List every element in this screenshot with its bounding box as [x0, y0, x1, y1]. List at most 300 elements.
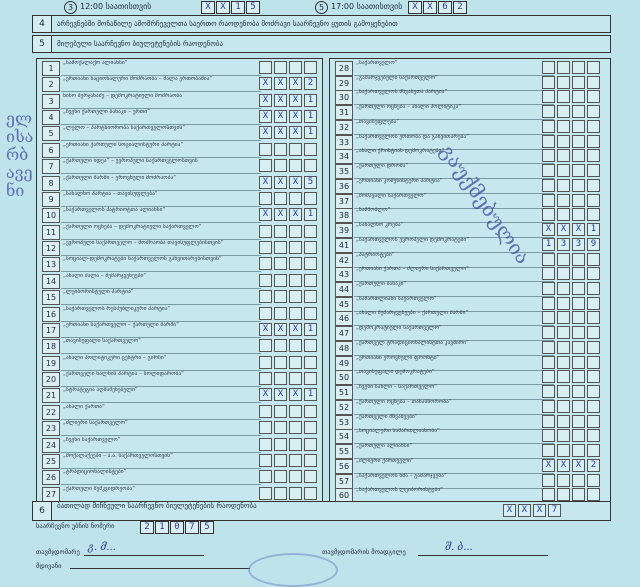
mark-box[interactable] — [572, 415, 585, 428]
mark-box[interactable] — [542, 385, 555, 398]
mark-box[interactable] — [542, 297, 555, 310]
mark-box[interactable] — [259, 257, 272, 270]
mark-box[interactable] — [557, 311, 570, 324]
mark-box[interactable] — [557, 415, 570, 428]
mark-box[interactable]: 1 — [587, 223, 600, 236]
section-text: არჩევნებში მონაწილე ამომრჩეველთა საერთო რაოდენობა მოძრავი საარჩევნო ყუთის გამოყენებით — [57, 20, 398, 28]
mark-box[interactable]: X — [557, 459, 570, 472]
digit-box[interactable]: 5 — [246, 1, 260, 14]
mark-box[interactable] — [259, 454, 272, 467]
mark-box[interactable] — [572, 282, 585, 295]
mark-box[interactable]: X — [259, 176, 272, 189]
mark-box[interactable] — [587, 120, 600, 133]
party-number: 27 — [42, 487, 60, 502]
mark-box[interactable] — [572, 194, 585, 207]
mark-box[interactable]: X — [557, 223, 570, 236]
precinct-code-label: საარჩევნო უბნის ნომერი — [36, 522, 115, 530]
mark-box[interactable] — [557, 282, 570, 295]
party-row — [330, 325, 610, 341]
party-row — [37, 175, 322, 191]
mark-box[interactable] — [587, 385, 600, 398]
mark-box[interactable]: X — [503, 504, 516, 517]
mark-box[interactable] — [259, 487, 272, 500]
mark-box[interactable]: X — [259, 77, 272, 90]
mark-box[interactable]: X — [274, 388, 287, 401]
mark-box[interactable] — [587, 179, 600, 192]
mark-box[interactable] — [572, 105, 585, 118]
digit-box[interactable]: X — [201, 1, 215, 14]
mark-box[interactable] — [557, 208, 570, 221]
mark-box[interactable] — [304, 159, 317, 172]
mark-box[interactable] — [542, 400, 555, 413]
mark-box[interactable] — [274, 257, 287, 270]
mark-box[interactable] — [557, 105, 570, 118]
mark-box[interactable] — [274, 438, 287, 451]
party-number: 9 — [42, 192, 60, 207]
mark-box[interactable] — [304, 192, 317, 205]
mark-box[interactable] — [572, 164, 585, 177]
mark-box[interactable]: X — [289, 323, 302, 336]
party-row — [37, 453, 322, 469]
mark-box[interactable] — [274, 61, 287, 74]
code-digit[interactable]: 0 — [170, 521, 184, 534]
mark-box[interactable] — [542, 164, 555, 177]
mark-box[interactable] — [587, 164, 600, 177]
party-number: 42 — [335, 253, 353, 268]
mark-box[interactable] — [587, 474, 600, 487]
mark-box[interactable]: 2 — [587, 459, 600, 472]
mark-box[interactable] — [572, 385, 585, 398]
party-number: 50 — [335, 370, 353, 385]
party-name: „ერთიანი ქართა – ძლიერი საქართველო“ — [356, 266, 470, 273]
mark-box[interactable] — [587, 488, 600, 501]
mark-box[interactable] — [587, 400, 600, 413]
mark-box[interactable]: 1 — [542, 238, 555, 251]
mark-box[interactable] — [274, 372, 287, 385]
mark-box[interactable]: 3 — [572, 238, 585, 251]
party-row — [330, 414, 610, 430]
party-number: 36 — [335, 179, 353, 194]
party-number: 15 — [42, 290, 60, 305]
mark-box[interactable] — [289, 241, 302, 254]
party-number: 3 — [42, 94, 60, 109]
mark-box[interactable] — [542, 267, 555, 280]
party-number: 32 — [335, 120, 353, 135]
mark-box[interactable] — [304, 225, 317, 238]
mark-box[interactable]: X — [542, 223, 555, 236]
mark-box[interactable] — [274, 274, 287, 287]
mark-box[interactable] — [304, 470, 317, 483]
mark-box[interactable] — [274, 454, 287, 467]
mark-box[interactable] — [572, 208, 585, 221]
mark-box[interactable]: X — [572, 459, 585, 472]
party-number: 30 — [335, 90, 353, 105]
mark-box[interactable] — [304, 405, 317, 418]
mark-box[interactable] — [289, 487, 302, 500]
mark-box[interactable] — [289, 225, 302, 238]
mark-box[interactable] — [542, 208, 555, 221]
mark-box[interactable] — [304, 421, 317, 434]
mark-box[interactable]: X — [274, 110, 287, 123]
mark-box[interactable] — [274, 192, 287, 205]
party-name: „სოციალ-დემოკრატები საქართველოს განვითარებისთვის“ — [63, 256, 222, 263]
mark-box[interactable]: 1 — [304, 388, 317, 401]
mark-box[interactable] — [542, 105, 555, 118]
mark-box[interactable] — [572, 253, 585, 266]
party-row — [330, 119, 610, 135]
mark-box[interactable] — [572, 297, 585, 310]
party-number: 37 — [335, 194, 353, 209]
mark-box[interactable] — [572, 429, 585, 442]
mark-box[interactable] — [572, 341, 585, 354]
mark-box[interactable]: 1 — [304, 110, 317, 123]
mark-box[interactable] — [259, 61, 272, 74]
mark-box[interactable] — [259, 372, 272, 385]
mark-box[interactable] — [542, 194, 555, 207]
mark-box[interactable] — [572, 267, 585, 280]
mark-box[interactable] — [274, 225, 287, 238]
section-6-row — [32, 501, 611, 521]
digit-box[interactable]: 6 — [438, 1, 452, 14]
mark-box[interactable] — [572, 474, 585, 487]
party-row — [330, 369, 610, 385]
mark-box[interactable] — [587, 61, 600, 74]
party-number: 60 — [335, 488, 353, 503]
mark-box[interactable] — [542, 135, 555, 148]
mark-box[interactable] — [274, 159, 287, 172]
mark-box[interactable] — [304, 61, 317, 74]
mark-box[interactable] — [542, 488, 555, 501]
party-row — [37, 469, 322, 485]
mark-box[interactable] — [289, 192, 302, 205]
party-row — [330, 310, 610, 326]
mark-box[interactable] — [289, 257, 302, 270]
mark-box[interactable]: X — [289, 176, 302, 189]
mark-box[interactable]: X — [518, 504, 531, 517]
mark-box[interactable] — [587, 267, 600, 280]
digit-box[interactable]: X — [408, 1, 422, 14]
mark-box[interactable] — [304, 241, 317, 254]
mark-box[interactable]: X — [289, 126, 302, 139]
mark-box[interactable] — [274, 356, 287, 369]
mark-box[interactable] — [557, 135, 570, 148]
mark-box[interactable]: X — [274, 208, 287, 221]
party-row — [330, 237, 610, 253]
mark-box[interactable] — [572, 179, 585, 192]
mark-box[interactable]: 3 — [557, 238, 570, 251]
mark-box[interactable] — [557, 76, 570, 89]
party-name: „საქართველოს ხმა – გამარჯვება“ — [356, 472, 447, 479]
mark-box[interactable] — [274, 143, 287, 156]
party-name: „სამშობლო“ — [356, 207, 391, 214]
mark-box[interactable] — [572, 488, 585, 501]
mark-box[interactable] — [542, 253, 555, 266]
mark-box[interactable] — [274, 421, 287, 434]
mark-box[interactable] — [542, 282, 555, 295]
mark-box[interactable]: X — [274, 126, 287, 139]
mark-box[interactable] — [259, 421, 272, 434]
mark-box[interactable] — [557, 164, 570, 177]
mark-box[interactable] — [304, 143, 317, 156]
mark-box[interactable] — [587, 341, 600, 354]
mark-box[interactable] — [259, 274, 272, 287]
party-name: „ქართული ბანაკი“ — [356, 281, 407, 287]
mark-box[interactable] — [557, 267, 570, 280]
mark-box[interactable] — [587, 253, 600, 266]
digit-box[interactable]: X — [423, 1, 437, 14]
party-row — [37, 240, 322, 256]
mark-box[interactable] — [289, 274, 302, 287]
mark-box[interactable] — [557, 400, 570, 413]
code-digit[interactable]: 2 — [140, 521, 154, 534]
mark-box[interactable] — [542, 311, 555, 324]
mark-box[interactable]: X — [274, 323, 287, 336]
party-number: 21 — [42, 388, 60, 403]
mark-box[interactable] — [274, 290, 287, 303]
mark-box[interactable] — [557, 326, 570, 339]
mark-box[interactable] — [259, 225, 272, 238]
mark-box[interactable]: X — [542, 459, 555, 472]
party-number: 13 — [42, 257, 60, 272]
mark-box[interactable] — [587, 90, 600, 103]
mark-box[interactable] — [542, 341, 555, 354]
mark-box[interactable]: X — [572, 223, 585, 236]
party-number: 38 — [335, 208, 353, 223]
mark-box[interactable] — [259, 307, 272, 320]
mark-box[interactable] — [304, 290, 317, 303]
mark-box[interactable] — [557, 370, 570, 383]
mark-box[interactable] — [557, 253, 570, 266]
party-number: 28 — [335, 61, 353, 76]
party-row — [37, 93, 322, 109]
mark-box[interactable] — [304, 487, 317, 500]
mark-box[interactable]: X — [533, 504, 546, 517]
mark-box[interactable] — [557, 444, 570, 457]
mark-box[interactable]: X — [259, 208, 272, 221]
mark-box[interactable] — [587, 370, 600, 383]
section-text: მიღებული საარჩევნო ბიულეტენების რაოდენობა — [57, 40, 224, 48]
mark-box[interactable]: X — [289, 94, 302, 107]
mark-box[interactable] — [587, 356, 600, 369]
code-digit[interactable]: 5 — [200, 521, 214, 534]
mark-box[interactable] — [587, 76, 600, 89]
mark-box[interactable]: X — [259, 388, 272, 401]
circled-number-left: 3 — [64, 1, 77, 14]
party-number: 33 — [335, 135, 353, 150]
time-label-right: 17:00 საათისთვის — [331, 2, 403, 11]
section-number: 4 — [32, 15, 52, 33]
mark-box[interactable] — [289, 454, 302, 467]
mark-box[interactable] — [259, 438, 272, 451]
mark-box[interactable] — [259, 192, 272, 205]
mark-box[interactable]: 2 — [304, 77, 317, 90]
party-row — [330, 75, 610, 91]
mark-box[interactable] — [572, 135, 585, 148]
mark-box[interactable] — [572, 90, 585, 103]
code-digit[interactable]: 7 — [185, 521, 199, 534]
mark-box[interactable] — [587, 415, 600, 428]
mark-box[interactable] — [542, 415, 555, 428]
code-digit[interactable]: 1 — [155, 521, 169, 534]
mark-box[interactable] — [557, 474, 570, 487]
mark-box[interactable] — [557, 149, 570, 162]
mark-box[interactable] — [587, 194, 600, 207]
party-name: „ქართველ ტრადიციონალისტთა კავშირი“ — [356, 339, 469, 346]
digit-box[interactable]: 2 — [453, 1, 467, 14]
mark-box[interactable]: 7 — [548, 504, 561, 517]
mark-box[interactable] — [289, 290, 302, 303]
party-number: 55 — [335, 444, 353, 459]
mark-box[interactable] — [587, 149, 600, 162]
mark-box[interactable] — [304, 339, 317, 352]
mark-box[interactable] — [289, 61, 302, 74]
mark-box[interactable] — [572, 326, 585, 339]
mark-box[interactable] — [259, 290, 272, 303]
party-name: „სამართლიანი საქართველო“ — [356, 295, 437, 302]
party-row — [37, 158, 322, 174]
mark-box[interactable] — [587, 282, 600, 295]
mark-box[interactable]: X — [289, 77, 302, 90]
mark-box[interactable] — [572, 400, 585, 413]
mark-box[interactable] — [259, 356, 272, 369]
mark-box[interactable] — [557, 341, 570, 354]
mark-box[interactable]: X — [259, 94, 272, 107]
mark-box[interactable]: 1 — [304, 94, 317, 107]
mark-box[interactable] — [259, 405, 272, 418]
mark-box[interactable] — [542, 326, 555, 339]
mark-box[interactable] — [259, 143, 272, 156]
mark-box[interactable] — [572, 120, 585, 133]
mark-box[interactable]: X — [259, 126, 272, 139]
mark-box[interactable] — [289, 405, 302, 418]
mark-box[interactable] — [304, 356, 317, 369]
mark-box[interactable] — [274, 241, 287, 254]
digit-box[interactable]: 1 — [231, 1, 245, 14]
mark-box[interactable]: 1 — [304, 323, 317, 336]
party-name: „ჩვენი სახლი – საქართველო“ — [356, 384, 437, 391]
mark-box[interactable] — [557, 179, 570, 192]
party-number: 52 — [335, 400, 353, 415]
mark-box[interactable] — [289, 159, 302, 172]
party-name: „საქართველოს რესპუბლიკური პარტია“ — [63, 305, 171, 312]
mark-box[interactable]: X — [274, 77, 287, 90]
deputy-signature-line[interactable] — [418, 545, 548, 556]
mark-box[interactable] — [542, 120, 555, 133]
mark-box[interactable] — [542, 76, 555, 89]
mark-box[interactable] — [587, 135, 600, 148]
mark-box[interactable] — [572, 444, 585, 457]
mark-box[interactable] — [274, 307, 287, 320]
mark-box[interactable] — [259, 159, 272, 172]
mark-box[interactable] — [557, 297, 570, 310]
mark-box[interactable] — [289, 339, 302, 352]
mark-box[interactable] — [587, 105, 600, 118]
party-name: „ძლიერი საქართველო“ — [63, 420, 128, 427]
mark-box[interactable] — [304, 454, 317, 467]
mark-box[interactable] — [274, 339, 287, 352]
mark-box[interactable] — [587, 326, 600, 339]
mark-box[interactable] — [542, 61, 555, 74]
mark-box[interactable] — [542, 179, 555, 192]
party-number: 11 — [42, 225, 60, 240]
mark-box[interactable] — [557, 90, 570, 103]
mark-box[interactable] — [572, 370, 585, 383]
mark-box[interactable] — [304, 274, 317, 287]
mark-box[interactable] — [259, 470, 272, 483]
digit-box[interactable]: X — [216, 1, 230, 14]
secretary-signature-line[interactable] — [70, 558, 250, 569]
mark-box[interactable]: X — [289, 388, 302, 401]
mark-box[interactable] — [557, 194, 570, 207]
mark-box[interactable]: 1 — [304, 208, 317, 221]
mark-box[interactable] — [304, 438, 317, 451]
mark-box[interactable]: 5 — [304, 176, 317, 189]
mark-box[interactable] — [587, 311, 600, 324]
mark-box[interactable]: X — [259, 110, 272, 123]
mark-box[interactable] — [572, 149, 585, 162]
mark-box[interactable] — [289, 372, 302, 385]
mark-box[interactable] — [572, 61, 585, 74]
mark-box[interactable] — [557, 356, 570, 369]
mark-box[interactable] — [587, 444, 600, 457]
party-name: „ახალი ქართა“ — [63, 403, 105, 410]
mark-box[interactable] — [289, 307, 302, 320]
mark-box[interactable] — [572, 356, 585, 369]
mark-box[interactable] — [289, 356, 302, 369]
mark-box[interactable] — [557, 385, 570, 398]
mark-box[interactable] — [289, 421, 302, 434]
party-name: „ევროპული საქართველო – მოძრაობა თავისუფლებისთვის“ — [63, 240, 224, 247]
mark-box[interactable] — [274, 470, 287, 483]
mark-box[interactable] — [289, 438, 302, 451]
mark-box[interactable] — [304, 257, 317, 270]
mark-box[interactable]: 9 — [587, 238, 600, 251]
mark-box[interactable] — [557, 61, 570, 74]
mark-box[interactable] — [587, 429, 600, 442]
mark-box[interactable]: X — [289, 110, 302, 123]
mark-box[interactable]: 1 — [304, 126, 317, 139]
mark-box[interactable] — [289, 470, 302, 483]
mark-box[interactable] — [304, 307, 317, 320]
mark-box[interactable]: X — [274, 94, 287, 107]
mark-box[interactable] — [259, 241, 272, 254]
mark-box[interactable] — [557, 488, 570, 501]
mark-box[interactable] — [587, 297, 600, 310]
mark-box[interactable] — [587, 208, 600, 221]
mark-box[interactable] — [557, 120, 570, 133]
mark-box[interactable]: X — [274, 176, 287, 189]
mark-box[interactable] — [274, 487, 287, 500]
party-name: „ერთიანი ქართული სოციალისტური პარტია“ — [63, 141, 184, 148]
mark-box[interactable] — [542, 474, 555, 487]
mark-box[interactable] — [572, 311, 585, 324]
mark-box[interactable] — [542, 90, 555, 103]
mark-box[interactable] — [542, 370, 555, 383]
mark-box[interactable] — [542, 429, 555, 442]
mark-box[interactable] — [289, 143, 302, 156]
mark-box[interactable] — [542, 356, 555, 369]
mark-box[interactable] — [542, 149, 555, 162]
mark-box[interactable] — [542, 444, 555, 457]
mark-box[interactable] — [274, 405, 287, 418]
mark-box[interactable] — [557, 429, 570, 442]
party-row — [330, 281, 610, 297]
mark-box[interactable] — [259, 339, 272, 352]
mark-box[interactable] — [304, 372, 317, 385]
mark-box[interactable]: X — [259, 323, 272, 336]
mark-box[interactable]: X — [289, 208, 302, 221]
mark-box[interactable] — [572, 76, 585, 89]
